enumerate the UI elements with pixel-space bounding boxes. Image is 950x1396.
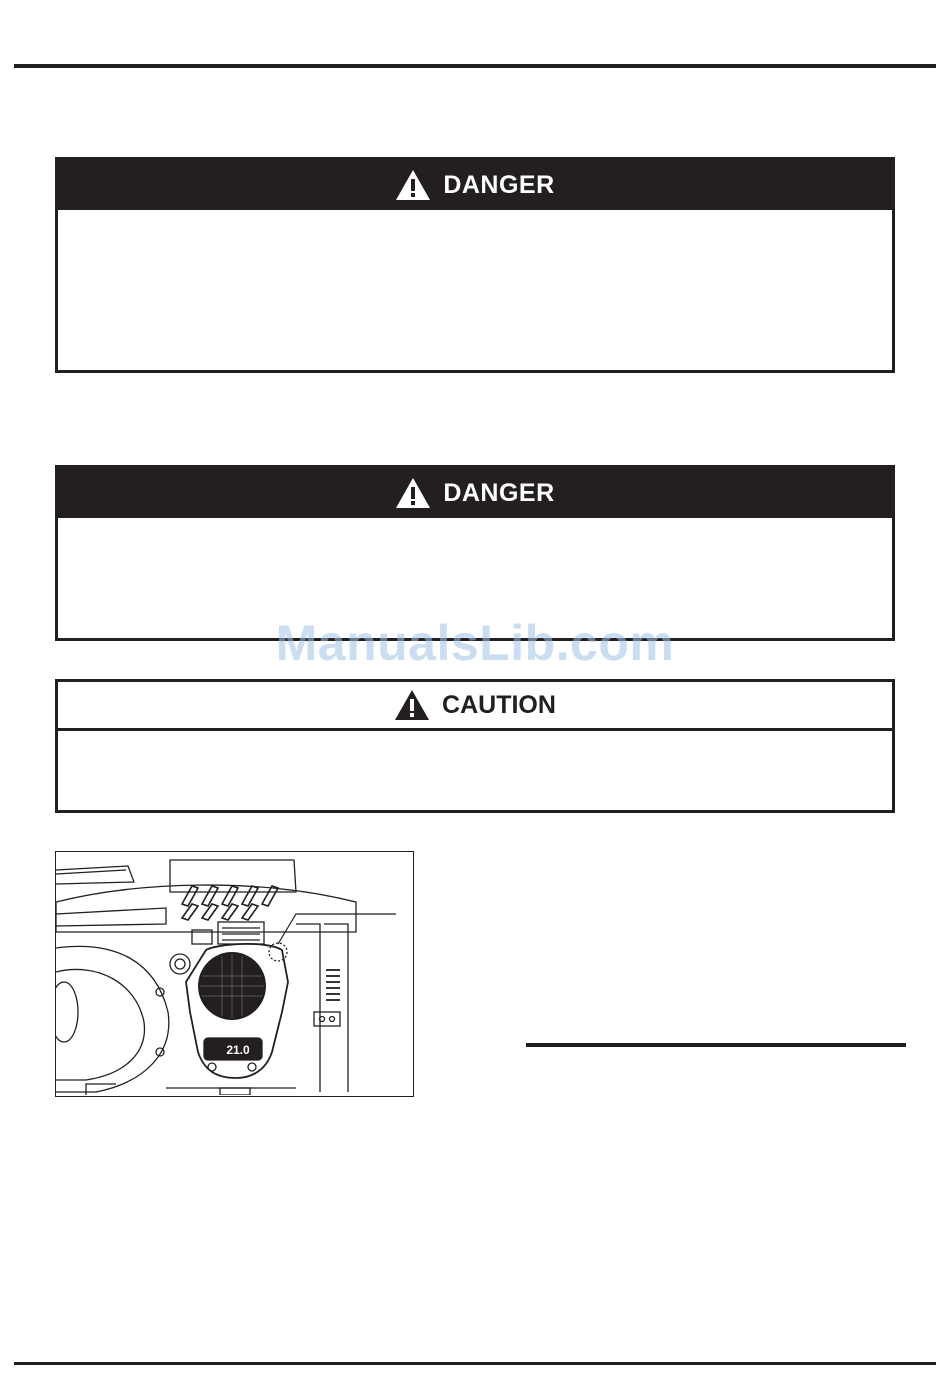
danger-notice-2 <box>55 465 895 641</box>
caution-label: CAUTION <box>442 690 556 719</box>
warning-triangle-icon <box>394 689 430 721</box>
watermark: ManualsLib.com <box>275 615 675 671</box>
engine-figure <box>55 851 414 1097</box>
danger-notice-1 <box>55 157 895 373</box>
danger-label-1: DANGER <box>443 170 555 199</box>
section-rule <box>526 1043 906 1047</box>
caution-header <box>58 682 892 731</box>
top-rule <box>14 64 936 68</box>
danger-header-1 <box>58 160 892 210</box>
warning-triangle-icon <box>395 169 431 201</box>
danger-label-2: DANGER <box>443 478 555 507</box>
bottom-rule <box>14 1362 936 1365</box>
caution-notice <box>55 679 895 813</box>
danger-header-2 <box>58 468 892 518</box>
figure-badge-text: 21.0 <box>226 1043 250 1057</box>
warning-triangle-icon <box>395 477 431 509</box>
